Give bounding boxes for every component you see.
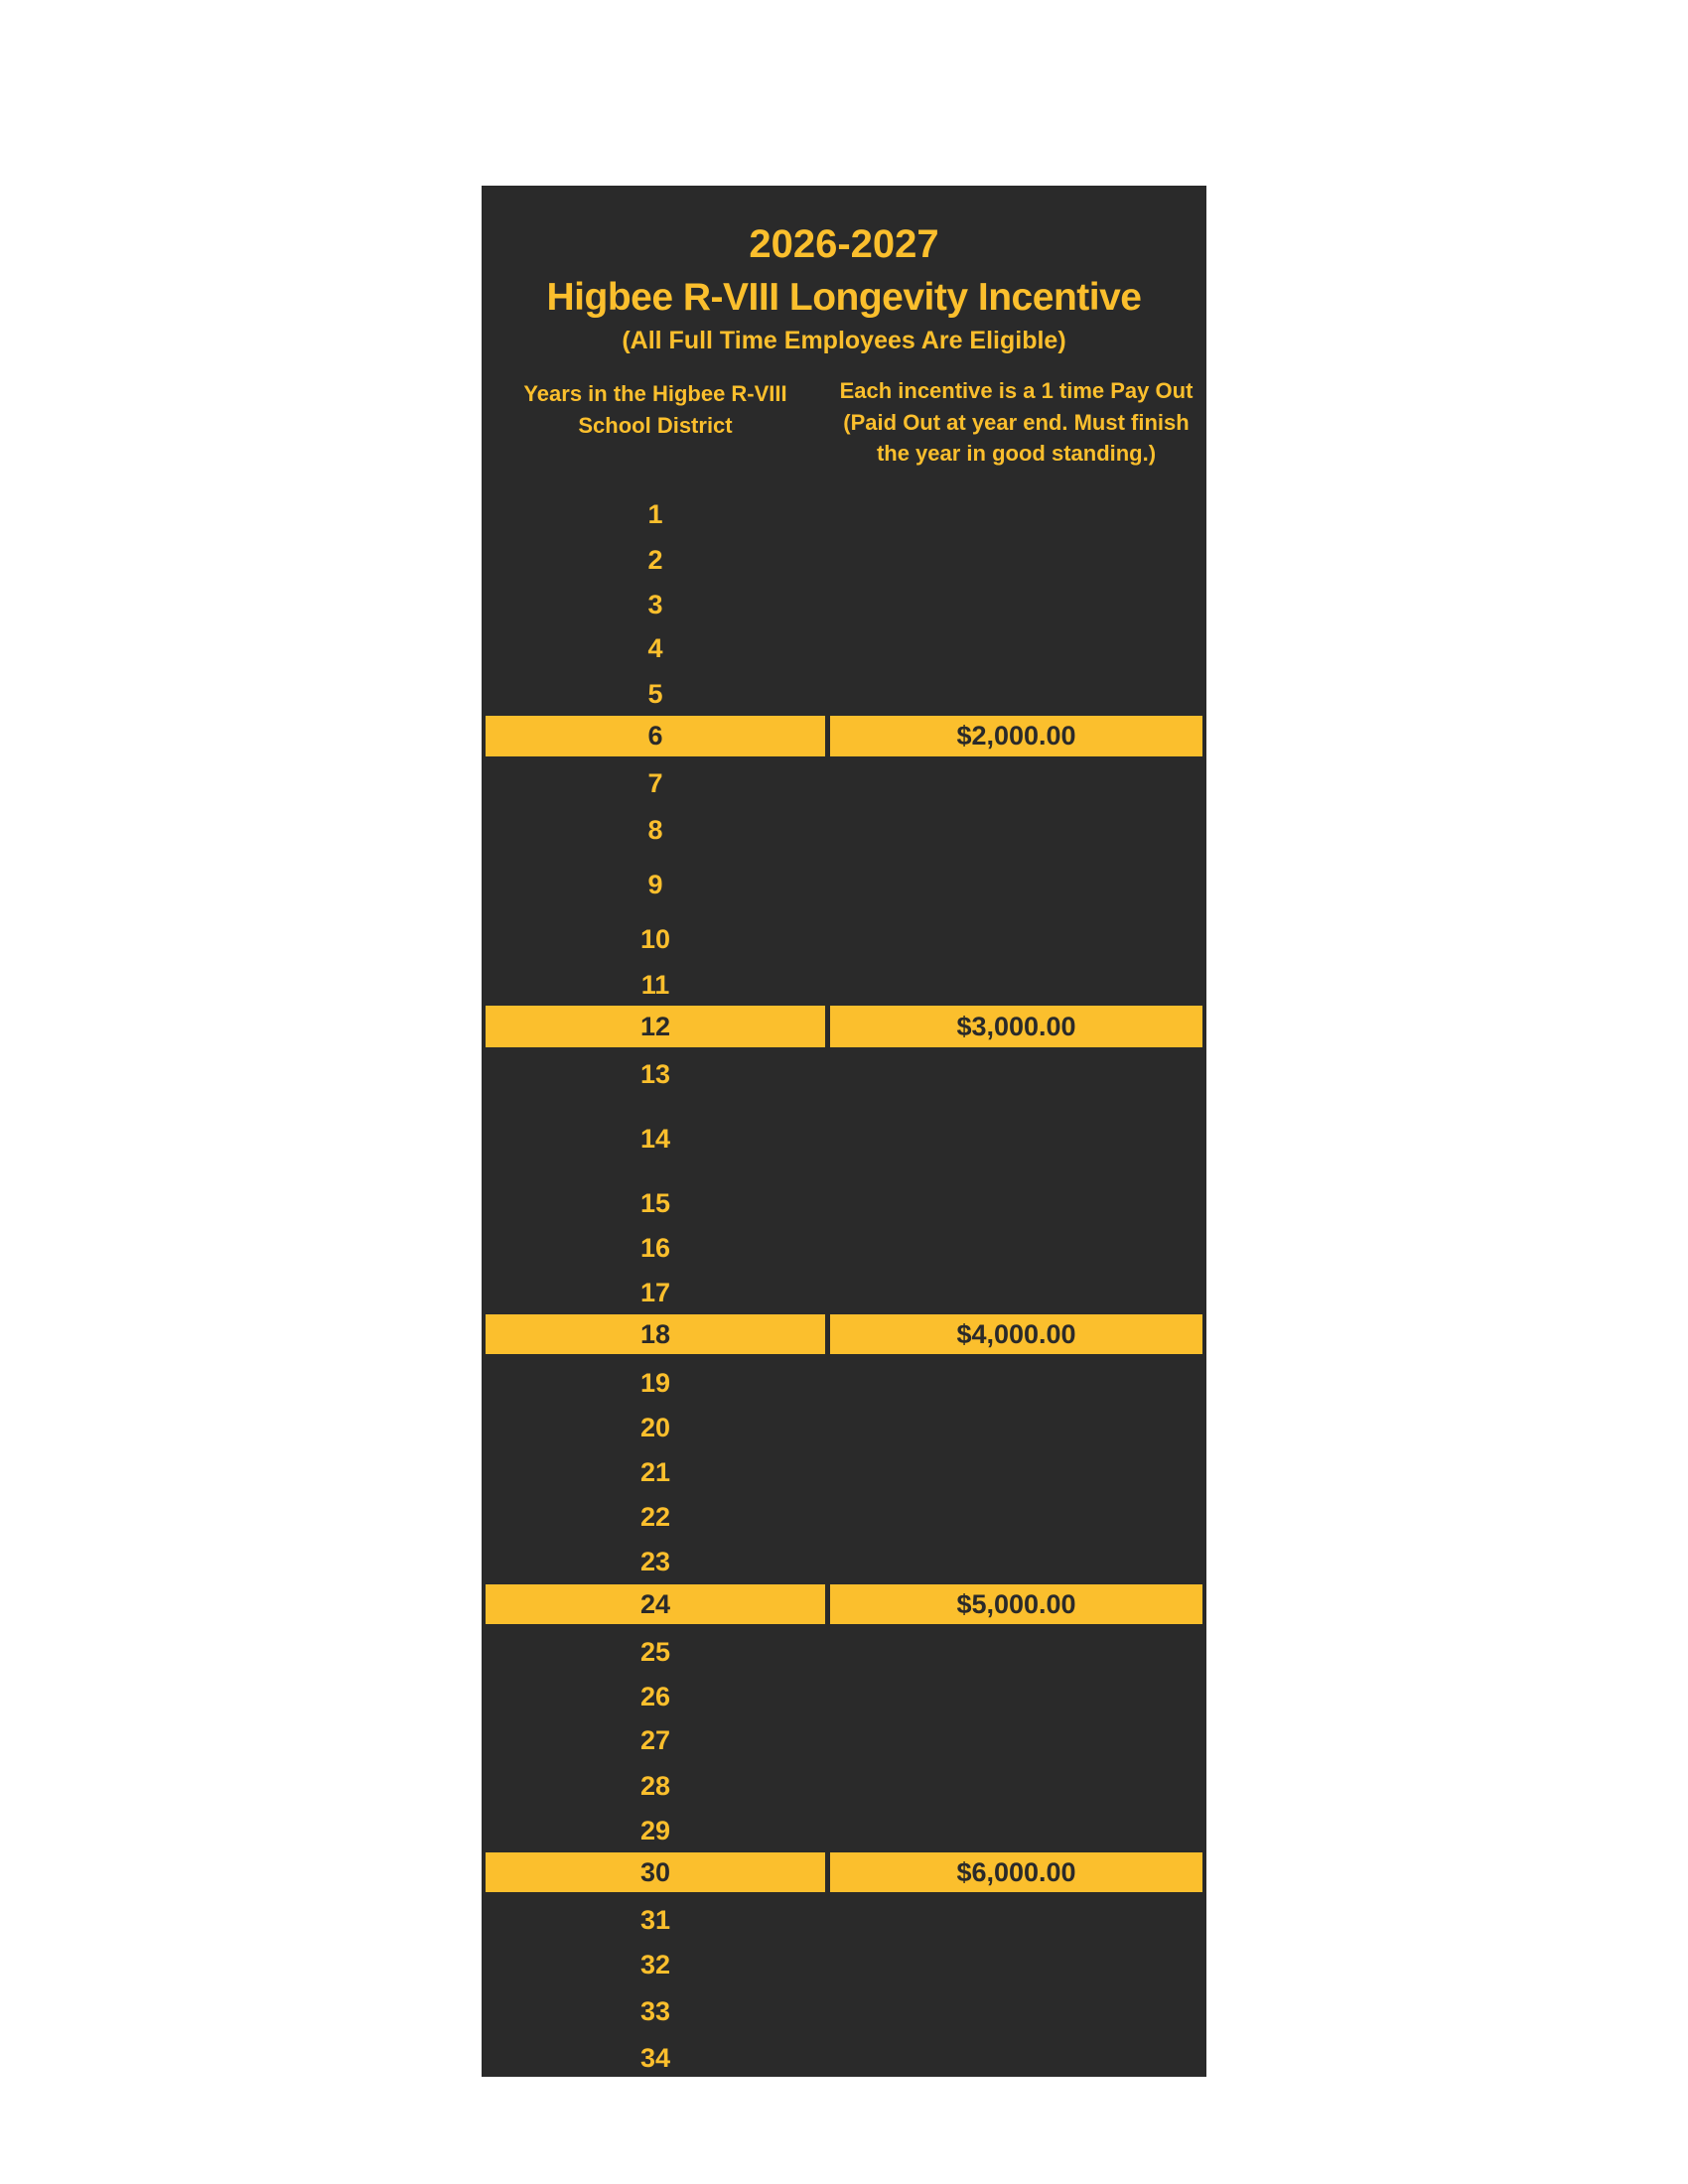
payout-amount-cell [830, 1899, 1202, 1941]
years-cell: 16 [639, 1232, 671, 1263]
table-row [486, 1765, 1202, 1807]
years-cell: 20 [639, 1412, 671, 1442]
years-cell: 9 [647, 869, 663, 899]
payout-amount-cell [830, 1990, 1202, 2032]
longevity-incentive-table [482, 186, 1206, 2077]
payout-amount-cell: $6,000.00 [830, 1852, 1202, 1892]
years-cell: 4 [647, 632, 663, 663]
years-cell: 18 [486, 1314, 825, 1354]
table-row [486, 1451, 1202, 1493]
years-header-line: Years in the Higbee R-VIII [523, 381, 787, 406]
table-row [486, 914, 1202, 964]
payout-amount-cell [830, 494, 1202, 534]
table-row [486, 584, 1202, 625]
payout-amount-cell [830, 1407, 1202, 1448]
payout-amount-cell [830, 627, 1202, 669]
table-row [486, 1631, 1202, 1673]
table-row [486, 1114, 1202, 1163]
payout-amount-cell [830, 1676, 1202, 1717]
table-row [486, 1178, 1202, 1228]
payout-amount-cell [830, 1719, 1202, 1761]
years-cell: 17 [639, 1277, 671, 1307]
years-cell: 32 [639, 1949, 671, 1979]
table-row [486, 1541, 1202, 1582]
table-row [486, 1227, 1202, 1269]
years-cell: 29 [639, 1815, 671, 1845]
table-row-milestone [486, 1852, 1202, 1892]
table-row-milestone [486, 1006, 1202, 1047]
table-row [486, 494, 1202, 534]
payout-header-line: Each incentive is a 1 time Pay Out [839, 378, 1194, 403]
years-cell: 30 [486, 1852, 825, 1892]
payout-amount-cell [830, 2037, 1202, 2079]
payout-amount-cell: $5,000.00 [830, 1584, 1202, 1624]
table-row-milestone [486, 1314, 1202, 1354]
payout-column-header [830, 375, 1202, 470]
years-cell: 22 [639, 1501, 671, 1532]
table-row [486, 1053, 1202, 1095]
payout-amount-cell [830, 1810, 1202, 1851]
payout-amount-cell: $3,000.00 [830, 1006, 1202, 1047]
years-cell: 13 [639, 1058, 671, 1089]
table-row [486, 965, 1202, 1005]
table-row [486, 1407, 1202, 1448]
payout-amount-cell [830, 584, 1202, 625]
years-cell: 27 [639, 1724, 671, 1755]
table-row [486, 2037, 1202, 2079]
payout-amount-cell: $4,000.00 [830, 1314, 1202, 1354]
years-cell: 8 [647, 814, 663, 845]
table-row [486, 1362, 1202, 1404]
payout-amount-cell [830, 809, 1202, 851]
table-row [486, 762, 1202, 804]
payout-amount-cell [830, 965, 1202, 1005]
years-header-line: School District [578, 413, 733, 438]
table-row [486, 1496, 1202, 1538]
table-row [486, 860, 1202, 909]
payout-amount-cell [830, 1227, 1202, 1269]
table-row [486, 674, 1202, 714]
payout-amount-cell [830, 1765, 1202, 1807]
years-column-header [486, 378, 825, 442]
years-cell: 2 [647, 544, 663, 575]
years-cell: 15 [639, 1187, 671, 1218]
payout-header-line: (Paid Out at year end. Must finish [843, 409, 1190, 435]
payout-amount-cell [830, 1944, 1202, 1985]
payout-amount-cell [830, 1114, 1202, 1163]
years-cell: 19 [639, 1367, 671, 1398]
years-cell: 23 [639, 1546, 671, 1576]
table-row [486, 1899, 1202, 1941]
school-year-heading: 2026-2027 [749, 222, 939, 266]
payout-amount-cell [830, 1362, 1202, 1404]
table-row [486, 1990, 1202, 2032]
years-cell: 31 [639, 1904, 671, 1935]
table-row-milestone [486, 1584, 1202, 1624]
years-cell: 24 [486, 1584, 825, 1624]
years-cell: 7 [647, 767, 663, 798]
payout-amount-cell [830, 1631, 1202, 1673]
payout-amount-cell [830, 1178, 1202, 1228]
payout-amount-cell [830, 674, 1202, 714]
years-cell: 28 [639, 1770, 671, 1801]
years-cell: 6 [486, 716, 825, 756]
table-row [486, 1272, 1202, 1313]
years-cell: 25 [639, 1636, 671, 1667]
years-cell: 11 [640, 969, 670, 1000]
payout-amount-cell [830, 1053, 1202, 1095]
years-cell: 34 [639, 2042, 671, 2073]
years-cell: 5 [647, 678, 663, 709]
years-cell: 14 [639, 1123, 671, 1154]
payout-amount-cell [830, 1496, 1202, 1538]
years-cell: 21 [639, 1456, 671, 1487]
payout-amount-cell [830, 914, 1202, 964]
table-row [486, 1944, 1202, 1985]
table-row-milestone [486, 716, 1202, 756]
table-row [486, 1719, 1202, 1761]
table-row [486, 539, 1202, 581]
page-title: Higbee R-VIII Longevity Incentive [546, 276, 1142, 319]
years-cell: 1 [647, 498, 663, 529]
years-cell: 26 [639, 1681, 671, 1711]
years-cell: 10 [639, 923, 671, 954]
payout-amount-cell [830, 1541, 1202, 1582]
payout-header-line: the year in good standing.) [876, 441, 1157, 466]
payout-amount-cell [830, 1451, 1202, 1493]
years-cell: 3 [647, 589, 663, 619]
table-row [486, 627, 1202, 669]
table-row [486, 809, 1202, 851]
table-row [486, 1810, 1202, 1851]
payout-amount-cell [830, 860, 1202, 909]
table-row [486, 1676, 1202, 1717]
payout-amount-cell [830, 762, 1202, 804]
eligibility-subtitle: (All Full Time Employees Are Eligible) [622, 327, 1066, 354]
payout-amount-cell: $2,000.00 [830, 716, 1202, 756]
payout-amount-cell [830, 539, 1202, 581]
years-cell: 33 [639, 1995, 671, 2026]
payout-amount-cell [830, 1272, 1202, 1313]
years-cell: 12 [486, 1006, 825, 1047]
